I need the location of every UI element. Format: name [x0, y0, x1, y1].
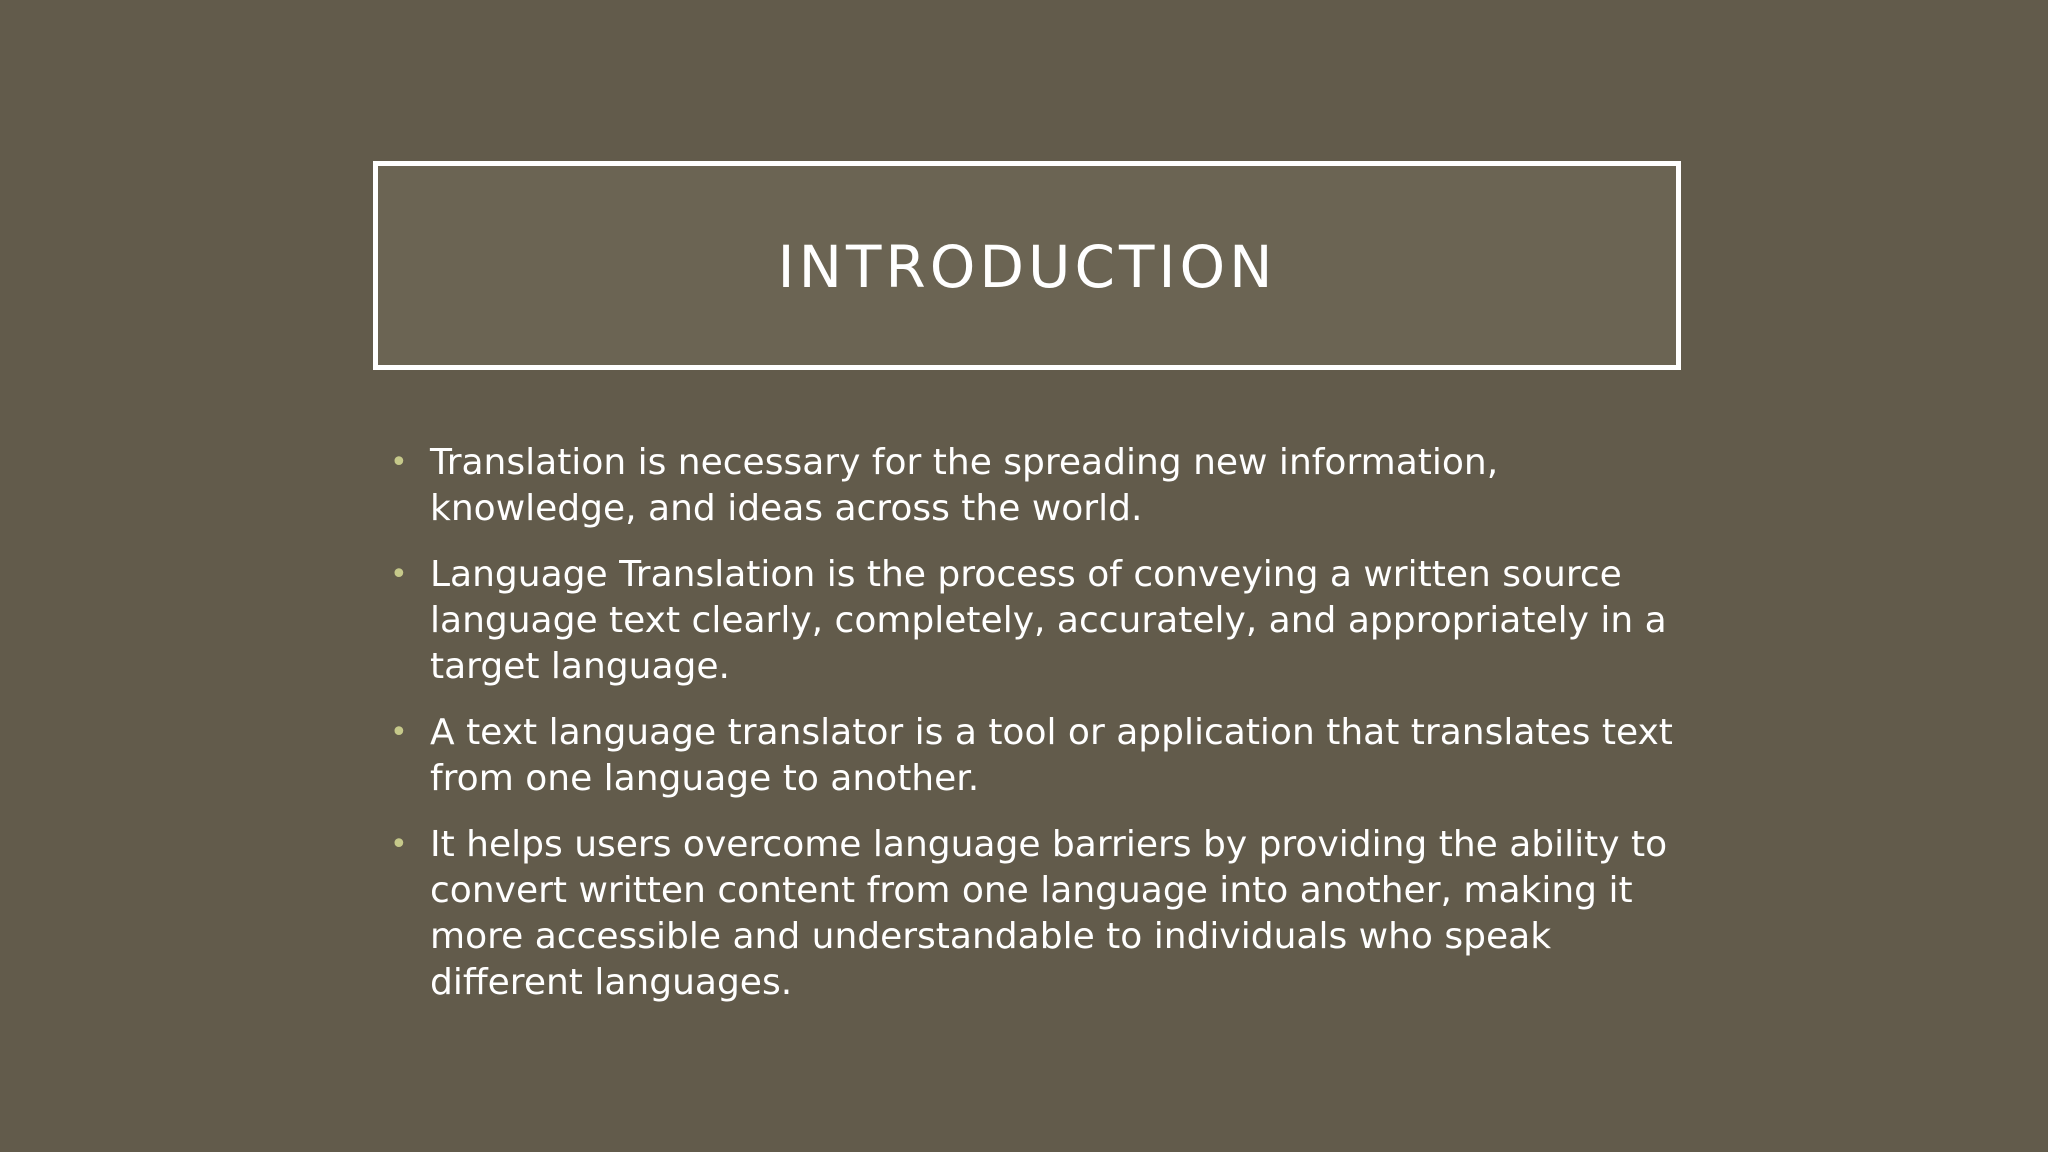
bullet-dot-icon: • — [390, 445, 408, 480]
bullet-item — [388, 440, 1688, 532]
bullet-dot-icon: • — [390, 557, 408, 592]
bullet-item — [388, 822, 1688, 1006]
bullet-text: Translation is necessary for the spreading new information, knowledge, and ideas across the world. — [430, 442, 1499, 529]
bullet-dot-icon: • — [390, 827, 408, 862]
bullet-text: Language Translation is the process of conveying a written source language text clearly, completely, accurately, and appropriately in a target language. — [430, 554, 1667, 687]
slide-title: INTRODUCTION — [777, 232, 1277, 301]
bullet-list — [388, 440, 1688, 1026]
bullet-item — [388, 710, 1688, 802]
bullet-text: A text language translator is a tool or application that translates text from one language to another. — [430, 712, 1673, 799]
title-box — [373, 161, 1681, 370]
bullet-item — [388, 552, 1688, 690]
bullet-dot-icon: • — [390, 715, 408, 750]
bullet-text: It helps users overcome language barriers by providing the ability to convert written content from one language into another, making it more accessible and understandable to individuals who speak different languages. — [430, 824, 1668, 1003]
